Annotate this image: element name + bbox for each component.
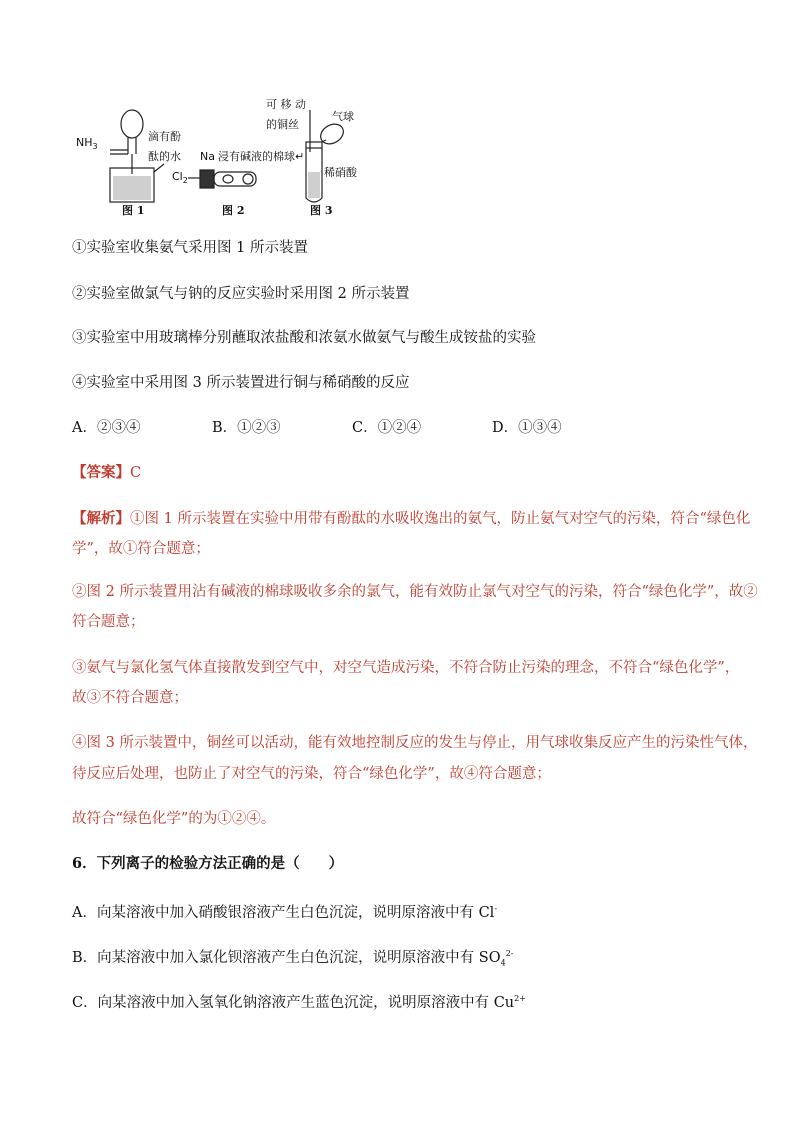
water-label: 酞的水: [148, 150, 181, 163]
option-d[interactable]: D．①③④: [492, 420, 562, 436]
apparatus-diagram: [70, 92, 370, 217]
apparatus-figure: [70, 92, 370, 217]
figure-2-caption: 图 2: [222, 204, 245, 217]
answer-line: [72, 461, 732, 485]
answer-label: 【答案】: [72, 464, 130, 481]
nh3-label: $NH_3$: [76, 136, 98, 151]
figure-3-caption: 图 3: [310, 204, 333, 217]
figure-2-apparatus: [188, 170, 256, 188]
analysis-line-9: 故符合“绿色化学”的为①②④。: [72, 811, 276, 827]
answer-options: [72, 416, 732, 440]
cotton-label: 浸有碱液的棉球↵: [218, 150, 305, 163]
q6-option-c-text: C．向某溶液中加入氢氧化钠溶液产生蓝色沉淀，说明原溶液中有 Cu: [72, 994, 515, 1011]
q6-option-c-sup: 2+: [514, 994, 526, 1003]
option-c[interactable]: C．①②④: [352, 420, 422, 436]
analysis-line-5: ③氨气与氯化氢气体直接散发到空气中，对空气造成污染，不符合防止污染的理念，不符合“绿色化学”，: [72, 660, 740, 676]
question-6-option-b[interactable]: [72, 942, 732, 976]
statement-3: ③实验室中用玻璃棒分别蘸取浓盐酸和浓氨水做氨气与酸生成铵盐的实验: [72, 330, 536, 346]
statement-2: ②实验室做氯气与钠的反应实验时采用图 2 所示装置: [72, 286, 410, 302]
q6-option-a-sup: -: [494, 904, 498, 913]
na-label: Na: [200, 150, 215, 163]
figure-1-caption: 图 1: [122, 204, 145, 217]
balloon-label: 气球: [332, 110, 354, 123]
question-6-option-c[interactable]: [72, 987, 732, 1015]
drip-label: 滴有酚: [148, 130, 181, 143]
figure-3-apparatus: [306, 110, 347, 202]
statement-4: ④实验室中采用图 3 所示装置进行铜与稀硝酸的反应: [72, 375, 410, 391]
cl2-label: $Cl_2$: [172, 170, 188, 185]
analysis-line-6: 故③不符合题意；: [72, 690, 188, 706]
dilute-acid-label: 稀硝酸: [324, 166, 357, 179]
copper-label: 的铜丝: [266, 118, 299, 131]
analysis-line-2: 学”，故①符合题意；: [72, 541, 210, 557]
option-b[interactable]: B．①②③: [212, 420, 281, 436]
q6-option-b-text: B．向某溶液中加入氯化钡溶液产生白色沉淀，说明原溶液中有 SO: [72, 949, 501, 966]
analysis-line-1: [72, 507, 751, 531]
q6-option-a-text: A．向某溶液中加入硝酸银溶液产生白色沉淀，说明原溶液中有 Cl: [72, 904, 495, 921]
statement-1: ①实验室收集氨气采用图 1 所示装置: [72, 240, 308, 256]
answer-value: C: [130, 465, 142, 481]
analysis-line-4: 符合题意；: [72, 614, 145, 630]
analysis-label: 【解析】: [72, 510, 130, 527]
q6-option-b-sup: 2-: [505, 949, 514, 958]
question-6-option-a[interactable]: [72, 897, 732, 925]
analysis-text-1: ①图 1 所示装置在实验中用带有酚酞的水吸收逸出的氨气，防止氨气对空气的污染，符合“绿色化: [130, 511, 751, 527]
option-a[interactable]: A．②③④: [72, 420, 141, 436]
question-6-stem: 6．下列离子的检验方法正确的是（ ）: [72, 855, 344, 872]
analysis-line-8: 待反应后处理，也防止了对空气的污染，符合“绿色化学”，故④符合题意；: [72, 766, 551, 782]
analysis-line-3: ②图 2 所示装置用沾有碱液的棉球吸收多余的氯气，能有效防止氯气对空气的污染，符合“绿色化学”，故②: [72, 584, 758, 600]
q6-option-b-sub: 4: [500, 958, 506, 968]
movable-label: 可 移 动: [266, 98, 306, 111]
analysis-line-7: ④图 3 所示装置中，铜丝可以活动，能有效地控制反应的发生与停止，用气球收集反应产生的污染性气体，: [72, 735, 758, 751]
